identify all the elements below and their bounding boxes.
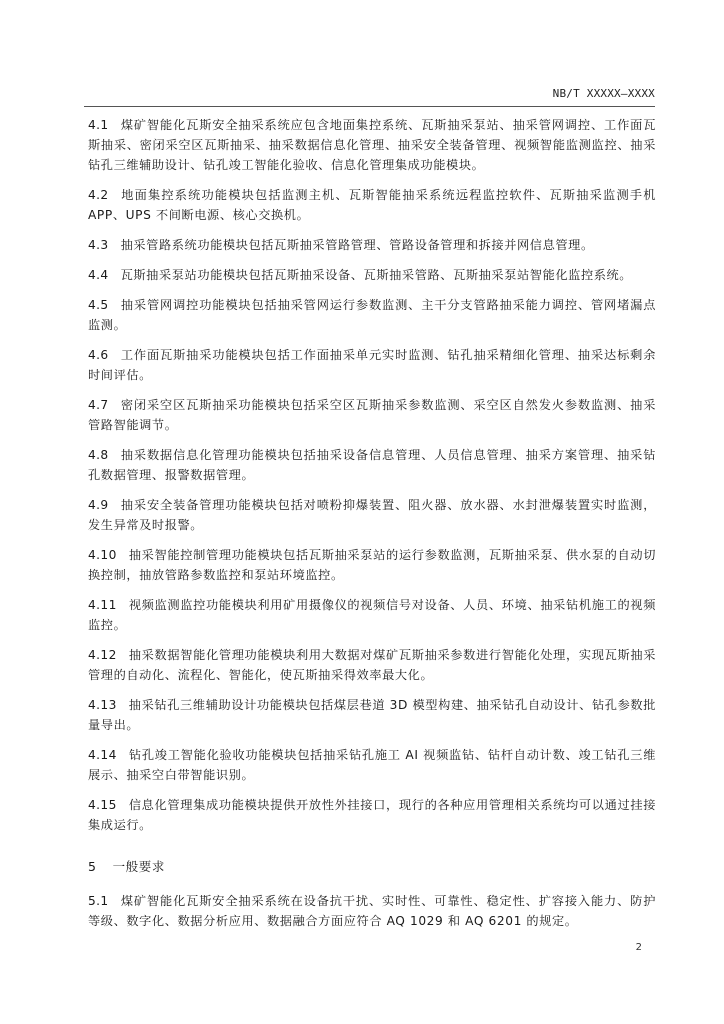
clause-4-11: [88, 595, 656, 635]
header-rule: [84, 106, 655, 107]
clause-text: 视频监测监控功能模块利用矿用摄像仪的视频信号对设备、人员、环境、抽采钻机施工的视频监控。: [88, 598, 656, 632]
clause-number: 4.8: [88, 448, 109, 462]
clause-4-9: [88, 495, 656, 535]
clause-text: 信息化管理集成功能模块提供开放性外挂接口，现行的各种应用管理相关系统均可以通过挂接集成运行。: [88, 798, 656, 832]
clause-text: 密闭采空区瓦斯抽采功能模块包括采空区瓦斯抽采参数监测、采空区自然发火参数监测、抽采管路智能调节。: [88, 398, 656, 432]
clause-text: 地面集控系统功能模块包括监测主机、瓦斯智能抽采系统远程监控软件、瓦斯抽采监测手机 APP、UPS 不间断电源、核心交换机。: [88, 188, 656, 222]
clause-text: 抽采数据智能化管理功能模块利用大数据对煤矿瓦斯抽采参数进行智能化处理，实现瓦斯抽采管理的自动化、流程化、智能化，使瓦斯抽采得效率最大化。: [88, 648, 656, 682]
clause-4-13: [88, 695, 656, 735]
document-body: [88, 115, 656, 941]
clause-4-2: [88, 185, 656, 225]
clause-number: 4.6: [88, 348, 109, 362]
clause-text: 抽采安全装备管理功能模块包括对喷粉抑爆装置、阻火器、放水器、水封泄爆装置实时监测，发生异常及时报警。: [88, 498, 656, 532]
clause-text: 煤矿智能化瓦斯安全抽采系统应包含地面集控系统、瓦斯抽采泵站、抽采管网调控、工作面瓦斯抽采、密闭采空区瓦斯抽采、抽采数据信息化管理、抽采安全装备管理、视频智能监测监控、抽采钻孔三维辅助设计、钻孔竣工智能化验收、信息化管理集成功能模块。: [88, 118, 656, 172]
clause-text: 抽采智能控制管理功能模块包括瓦斯抽采泵站的运行参数监测，瓦斯抽采泵、供水泵的自动切换控制，抽放管路参数监控和泵站环境监控。: [88, 548, 656, 582]
clause-4-5: [88, 295, 656, 335]
clause-number: 4.5: [88, 298, 109, 312]
clause-5-1: [88, 891, 656, 931]
standard-code: NB/T XXXXX—XXXX: [552, 87, 655, 100]
clause-4-10: [88, 545, 656, 585]
clause-number: 4.11: [88, 598, 117, 612]
clause-number: 4.2: [88, 188, 109, 202]
clause-4-3: [88, 235, 656, 255]
clause-text: 抽采管路系统功能模块包括瓦斯抽采管路管理、管路设备管理和拆接并网信息管理。: [120, 238, 594, 252]
clause-text: 抽采钻孔三维辅助设计功能模块包括煤层巷道 3D 模型构建、抽采钻孔自动设计、钻孔参数批量导出。: [88, 698, 656, 732]
clause-4-7: [88, 395, 656, 435]
clause-number: 4.10: [88, 548, 117, 562]
clause-number: 4.14: [88, 748, 117, 762]
clause-4-4: [88, 265, 656, 285]
clause-text: 抽采管网调控功能模块包括抽采管网运行参数监测、主干分支管路抽采能力调控、管网堵漏点监测。: [88, 298, 656, 332]
clause-number: 4.3: [88, 238, 109, 252]
clause-4-15: [88, 795, 656, 835]
clause-number: 4.4: [88, 268, 109, 282]
clause-number: 4.12: [88, 648, 117, 662]
clause-number: 4.7: [88, 398, 109, 412]
page-number: 2: [635, 942, 642, 953]
clause-4-1: [88, 115, 656, 175]
clause-4-8: [88, 445, 656, 485]
section-heading-5: [88, 857, 656, 877]
clause-number: 4.15: [88, 798, 117, 812]
clause-text: 工作面瓦斯抽采功能模块包括工作面抽采单元实时监测、钻孔抽采精细化管理、抽采达标剩余时间评估。: [88, 348, 656, 382]
clause-text: 抽采数据信息化管理功能模块包括抽采设备信息管理、人员信息管理、抽采方案管理、抽采钻孔数据管理、报警数据管理。: [88, 448, 656, 482]
clause-text: 钻孔竣工智能化验收功能模块包括抽采钻孔施工 AI 视频监钻、钻杆自动计数、竣工钻孔三维展示、抽采空白带智能识别。: [88, 748, 656, 782]
section-number: 5: [88, 859, 97, 874]
clause-number: 4.13: [88, 698, 117, 712]
clause-text: 煤矿智能化瓦斯安全抽采系统在设备抗干扰、实时性、可靠性、稳定性、扩容接入能力、防护等级、数字化、数据分析应用、数据融合方面应符合 AQ 1029 和 AQ 6201 的规定。: [88, 894, 656, 928]
clause-number: 4.9: [88, 498, 109, 512]
clause-4-12: [88, 645, 656, 685]
section-title: 一般要求: [112, 859, 165, 874]
clause-text: 瓦斯抽采泵站功能模块包括瓦斯抽采设备、瓦斯抽采管路、瓦斯抽采泵站智能化监控系统。: [120, 268, 633, 282]
clause-number: 4.1: [88, 118, 109, 132]
clause-4-14: [88, 745, 656, 785]
clause-4-6: [88, 345, 656, 385]
clause-number: 5.1: [88, 894, 109, 908]
